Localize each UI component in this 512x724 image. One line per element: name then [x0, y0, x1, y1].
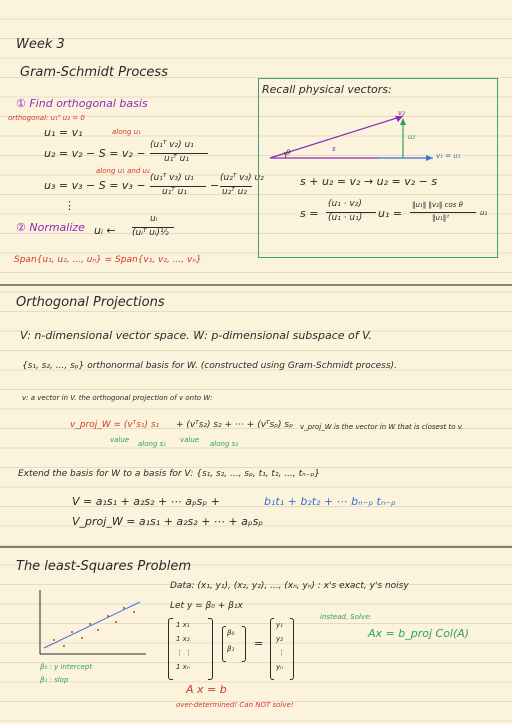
beta-0: β₀: [227, 629, 235, 637]
data-point: [123, 607, 125, 609]
u2-label: u₂: [408, 133, 416, 141]
eq-u2-denominator: u₁ᵀ u₁: [164, 154, 189, 164]
v-expansion-b: b₁t₁ + b₂t₂ + ⋯ bₙ₋ₚ tₙ₋ₚ: [264, 495, 396, 508]
matrix-A-row-3: ⋮ ⋮: [176, 649, 193, 657]
data-point: [81, 637, 83, 639]
theta-label: θ: [286, 149, 291, 157]
proj-line-2: {s₁, s₂, ..., sₚ} orthonormal basis for W. (constructed using Gram-Schmidt process).: [22, 361, 397, 371]
recall-eq-2-mid: u₁ =: [378, 207, 403, 220]
y-vector-1: y₁: [276, 621, 283, 629]
recall-eq-2-denominator-2: ‖u₁‖²: [432, 214, 450, 222]
data-point: [71, 631, 73, 633]
minus-sign: −: [210, 179, 220, 192]
overdetermined-note: over-determined! Can NOT solve!: [176, 701, 294, 709]
recall-eq-2-denominator: (u₁ · u₁): [328, 213, 363, 223]
recall-eq-1: s + u₂ = v₂ → u₂ = v₂ − s: [300, 175, 438, 188]
recall-eq-2-left: s =: [300, 207, 319, 220]
section-divider-2: [0, 546, 512, 548]
beta1-note: β₁ : slop: [40, 676, 69, 684]
recall-eq-2-bar-2: [410, 212, 476, 213]
data-point: [115, 621, 117, 623]
solve-equation: Ax = b_proj Col(A): [368, 627, 470, 640]
beta0-note: β₀ : y intercept: [40, 663, 93, 671]
matrix-A-row-2: 1 x₂: [176, 635, 190, 643]
v-expansion-a: V = a₁s₁ + a₂s₂ + ⋯ aₚsₚ +: [72, 495, 220, 508]
u2-arrowhead: [400, 118, 406, 125]
data-point: [53, 639, 55, 641]
normalize-denominator: (uᵢᵀ uᵢ)½: [132, 228, 169, 238]
fit-line: [44, 602, 140, 648]
let-line: Let y = β₀ + β₁x: [170, 601, 243, 611]
data-point: [133, 611, 135, 613]
data-point: [107, 615, 109, 617]
matrix-A-left-bracket: [168, 618, 173, 680]
v1-u1-label: v₁ = u₁: [436, 152, 461, 160]
value-label-1: value: [110, 436, 130, 444]
normalize-numerator: uᵢ: [150, 214, 158, 224]
vertical-dots: ⋮: [64, 199, 75, 212]
v2-label: v₂: [398, 109, 405, 117]
along-u1-note: along u₁: [112, 128, 141, 136]
y-vector-2: y₂: [276, 635, 283, 643]
recall-eq-2-numerator-2: ‖u₁‖ ‖v₂‖ cos θ: [412, 201, 463, 209]
matrix-A-row-4: 1 xₙ: [176, 663, 190, 671]
along-u1-u2-note: along u₁ and u₂: [96, 167, 150, 175]
matrix-equals: =: [254, 637, 264, 650]
along-s1-label: along s₁: [138, 440, 167, 448]
value-label-2: value: [180, 436, 200, 444]
extend-basis: Extend the basis for W to a basis for V: {s₁, s₂, ..., sₚ, t₁, t₂, ..., tₙ₋ₚ}: [18, 469, 321, 479]
proj-line-3: v: a vector in V. the orthogonal projection of v onto W:: [22, 394, 213, 402]
eq-u3-left: u₃ = v₃ − S = v₃ −: [44, 179, 146, 192]
along-s2-label: along s₂: [210, 440, 239, 448]
closest-note: v_proj_W is the vector in W that is closest to v.: [300, 423, 464, 431]
week-title: Week 3: [16, 37, 65, 52]
eq-u3-numerator-1: (u₁ᵀ v₃) u₁: [150, 173, 194, 183]
eq-u2-numerator: (u₁ᵀ v₂) u₁: [150, 140, 194, 150]
vector-diagram: [258, 96, 496, 176]
beta-right-bracket: [242, 626, 246, 662]
proj-line-1: V: n-dimensional vector space. W: p-dimensional subspace of V.: [20, 329, 372, 342]
recall-title: Recall physical vectors:: [262, 83, 392, 96]
recall-eq-2-unit: u₁: [480, 209, 488, 217]
beta-1: β₁: [227, 645, 235, 653]
step1-find-orthogonal: ① Find orthogonal basis: [16, 97, 148, 110]
gram-schmidt-heading: Gram-Schmidt Process: [20, 65, 168, 80]
vproj-expansion: V_proj_W = a₁s₁ + a₂s₂ + ⋯ + aₚsₚ: [72, 515, 264, 528]
step2-normalize: ② Normalize: [16, 221, 85, 234]
matrix-A-right-bracket: [208, 618, 213, 680]
proj-formula-left: v_proj_W = (vᵀs₁) s₁: [70, 420, 160, 430]
Axb-labels: A x = b: [186, 683, 227, 696]
data-point: [89, 623, 91, 625]
projections-heading: Orthogonal Projections: [16, 295, 165, 310]
y-right-bracket: [290, 618, 294, 680]
beta-left-bracket: [222, 626, 226, 662]
scatter-sketch: [30, 588, 150, 660]
data-point: [63, 645, 65, 647]
proj-formula-right: + (vᵀs₂) s₂ + ⋯ + (vᵀsₚ) sₚ: [176, 420, 293, 430]
least-squares-heading: The least-Squares Problem: [16, 559, 192, 574]
data-line: Data: (x₁, y₁), (x₂, y₂), ..., (xₙ, yₙ) : x's exact, y's noisy: [170, 581, 409, 591]
orthogonal-note: orthogonal: u₁ᵀ u₂ = 0: [8, 114, 85, 122]
normalize-left: uᵢ ←: [94, 224, 116, 237]
eq-u3-denominator-1: u₁ᵀ u₁: [162, 187, 187, 197]
eq-u2-left: u₂ = v₂ − S = v₂ −: [44, 147, 146, 160]
s-label: s: [332, 145, 336, 153]
eq-u3-denominator-2: u₂ᵀ u₂: [222, 187, 247, 197]
eq-u3-numerator-2: (u₂ᵀ v₃) u₂: [220, 173, 264, 183]
v1-arrowhead: [426, 155, 433, 161]
matrix-A-row-1: 1 x₁: [176, 621, 190, 629]
y-vector-3: ⋮: [278, 649, 285, 657]
span-equality: Span{u₁, u₂, ..., uₙ} = Span{v₁, v₂, ..., vₙ}: [14, 255, 202, 265]
y-left-bracket: [270, 618, 274, 680]
instead-solve-label: instead, Solve:: [320, 613, 372, 621]
data-points: [53, 607, 135, 647]
section-divider-1: [0, 284, 512, 286]
data-point: [97, 629, 99, 631]
recall-eq-2-numerator: (u₁ · v₂): [328, 199, 362, 209]
y-vector-4: yₙ: [276, 663, 283, 671]
eq-u1: u₁ = v₁: [44, 126, 83, 139]
